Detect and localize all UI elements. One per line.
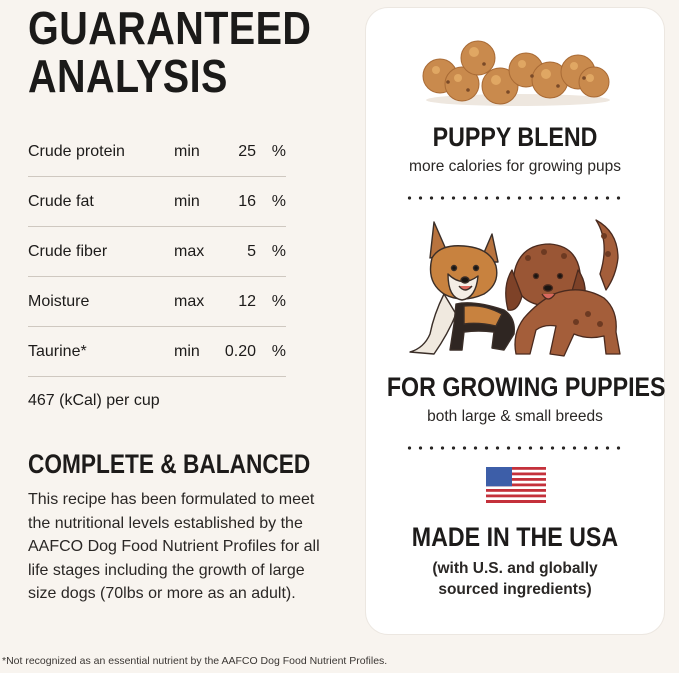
nutrient-value: 5	[247, 243, 256, 260]
puppies-illustration	[404, 214, 630, 364]
growing-puppies-subtitle: both large & small breeds	[427, 408, 603, 425]
made-in-usa-subtitle-2: sourced ingredients)	[438, 581, 592, 598]
feature-card	[366, 8, 664, 634]
nutrient-qualifier: min	[174, 143, 200, 160]
complete-balanced-title: COMPLETE & BALANCED	[28, 449, 311, 479]
nutrient-qualifier: max	[174, 243, 205, 260]
puppy-blend-title: PUPPY BLEND	[432, 122, 598, 152]
footnote: *Not recognized as an essential nutrient by the AAFCO Dog Food Nutrient Profiles.	[2, 655, 388, 667]
kibble-image	[418, 36, 614, 108]
nutrient-value: 25	[238, 143, 256, 160]
dotted-divider	[404, 196, 626, 200]
nutrient-name: Moisture	[28, 293, 90, 310]
nutrient-qualifier: min	[174, 193, 200, 210]
table-row	[28, 277, 286, 327]
table-row	[28, 327, 286, 377]
nutrient-name: Crude fat	[28, 193, 94, 210]
page-title	[28, 4, 311, 100]
nutrient-value: 12	[238, 293, 256, 310]
puppy-blend-subtitle: more calories for growing pups	[409, 158, 621, 175]
dotted-divider	[404, 446, 626, 450]
nutrient-name: Crude protein	[28, 143, 125, 160]
nutrient-unit: %	[271, 343, 286, 360]
table-row	[28, 227, 286, 277]
made-in-usa-title: MADE IN THE USA	[411, 522, 619, 552]
nutrient-qualifier: min	[174, 343, 200, 360]
nutrient-qualifier: max	[174, 293, 205, 310]
made-in-usa-subtitle-1: (with U.S. and globally	[432, 560, 598, 577]
nutrient-unit: %	[271, 143, 286, 160]
nutrient-unit: %	[271, 243, 286, 260]
growing-puppies-title: FOR GROWING PUPPIES	[386, 372, 666, 402]
nutrient-unit: %	[271, 193, 286, 210]
nutrient-name: Taurine*	[28, 343, 87, 360]
nutrient-name: Crude fiber	[28, 243, 108, 260]
title-line-1: GUARANTEED	[28, 2, 312, 54]
table-row	[28, 177, 286, 227]
complete-balanced-text: This recipe has been formulated to meet the nutritional levels established by the AAFCO Dog Food Nutrient Profiles for all life stages including the growth of large size dogs (70lbs or more as an adult).	[28, 491, 320, 602]
calorie-content: 467 (kCal) per cup	[28, 392, 160, 409]
us-flag-icon	[486, 467, 546, 503]
nutrient-value: 16	[238, 193, 256, 210]
table-row	[28, 127, 286, 177]
nutrient-unit: %	[271, 293, 286, 310]
nutrient-value: 0.20	[224, 343, 256, 360]
title-line-2: ANALYSIS	[28, 50, 228, 102]
analysis-table	[28, 127, 286, 377]
